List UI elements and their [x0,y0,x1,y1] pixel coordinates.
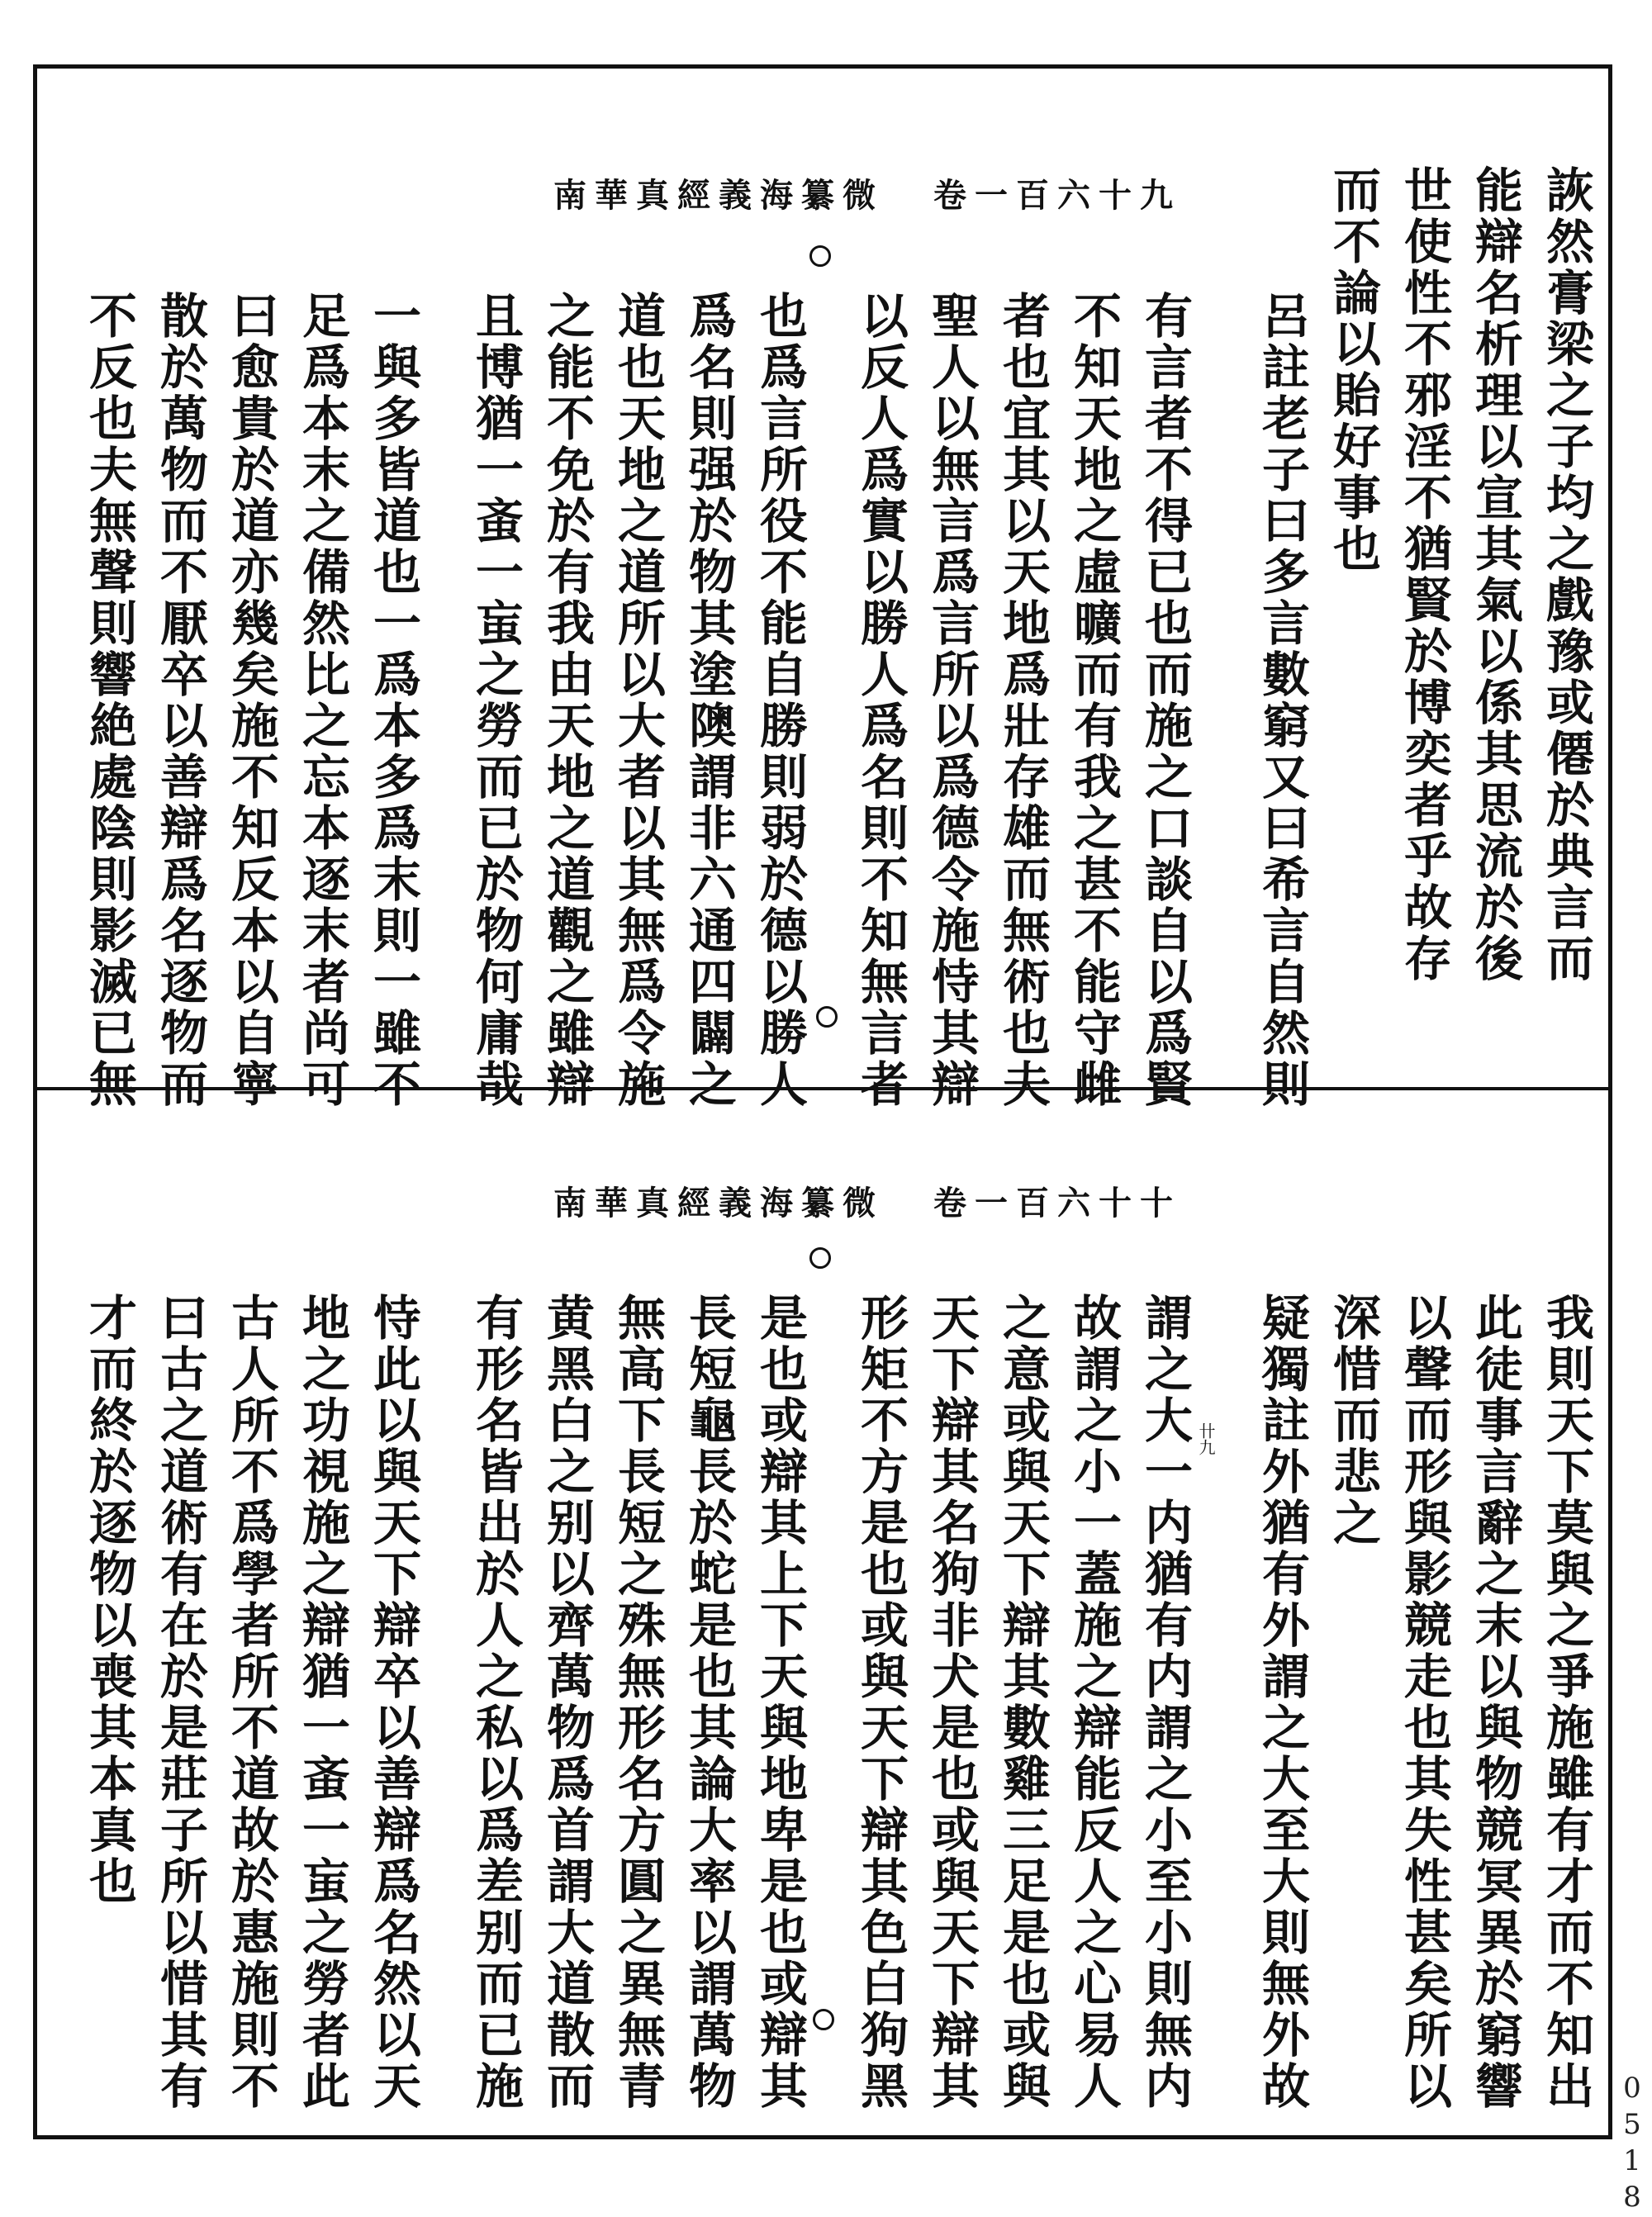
top-header-volume: 卷一百六十九 [933,176,1181,215]
bottom-column-4: 深惜而悲之 [1325,1293,1381,1549]
bottom-column-1: 我則天下莫與之爭施雖有才而不知出 [1538,1293,1594,2112]
bottom-paragraph-mark [813,2009,834,2030]
bottom-column-2: 此徒事言辭之末以與物競冥異於窮響 [1467,1293,1523,2112]
bottom-column-8: 之意或與天下辯其數雞三足是也或與 [995,1293,1051,2112]
top-column-1: 詼然膏梁之子均之戲豫或僊於典言而 [1538,165,1594,985]
folio-number: 0518 [1616,2072,1649,2217]
top-column-15: 且博猶一蚉一䖟之勞而已於物何庸哉 [468,291,524,1110]
top-column-13: 道也天地之道所以大者以其無爲令施 [610,291,666,1110]
top-column-11: 也爲言所役不能自勝則弱於德以勝人 [752,291,808,1110]
bottom-circle-mark [809,1247,831,1269]
bottom-header-volume: 卷一百六十十 [933,1184,1181,1222]
top-column-19: 散於萬物而不厭卒以善辯爲名逐物而 [152,291,208,1110]
bottom-column-9: 天下辯其名狗非犬是也或與天下辯其 [923,1293,980,2112]
bottom-column-13: 無高下長短之殊無形名方圓之異無青 [610,1293,666,2112]
bottom-column-3: 以聲而形與影競走也其失性甚矣所以 [1396,1293,1452,2112]
top-column-8: 者也宜其以天地爲壯存雄而無術也夫 [995,291,1051,1110]
top-column-6: 有言者不得已也而施之口談自以爲賢 [1137,291,1193,1110]
top-paragraph-mark [816,1006,838,1028]
top-column-2: 能辯名析理以宣其氣以係其思流於後 [1467,165,1523,985]
bottom-header-title: 南華真經義海纂微 [553,1184,884,1222]
top-column-18: 曰愈貴於道亦幾矣施不知反本以自寧 [223,291,279,1110]
top-header [496,169,1239,216]
top-column-10: 以反人爲實以勝人爲名則不知無言者 [852,291,909,1110]
top-column-7: 不知天地之虛曠而有我之甚不能守雌 [1066,291,1122,1110]
bottom-column-12: 長短龜長於蛇是也其論大率以謂萬物 [681,1293,737,2112]
top-circle-mark [809,245,831,267]
bottom-column-15: 有形名皆出於人之私以爲差别而已施 [468,1293,524,2112]
top-column-20: 不反也夫無聲則響絶處陰則影滅已無 [81,291,137,1110]
bottom-column-14: 黄黑白之别以齊萬物爲首謂大道散而 [539,1293,595,2112]
top-column-4: 而不論以貽好事也 [1325,165,1381,575]
bottom-header [496,1177,1239,1224]
bottom-column-19: 曰古之道術有在於是莊子所以惜其有 [152,1293,208,2112]
bottom-column-20: 才而終於逐物以喪其本真也 [81,1293,137,1907]
top-column-16: 一與多皆道也一爲本多爲末則一雖不 [365,291,421,1110]
top-column-9: 聖人以無言爲言所以爲德令施恃其辯 [923,291,980,1110]
bottom-column-7: 故謂之小一蓋施之辯能反人之心易人 [1066,1293,1122,2112]
top-column-5: 呂註老子曰多言數窮又曰希言自然則 [1254,291,1310,1110]
top-header-title: 南華真經義海纂微 [553,176,884,215]
top-column-12: 爲名則强於物其塗隩謂非六通四闢之 [681,291,737,1110]
top-column-3: 世使性不邪淫不猶賢於博奕者乎故存 [1396,165,1452,985]
top-column-14: 之能不免於有我由天地之道觀之雖辯 [539,291,595,1110]
bottom-column-17: 地之功視施之辯猶一蚉一䖟之勞者此 [294,1293,350,2112]
bottom-column-16: 恃此以與天下辯卒以善辯爲名然以天 [365,1293,421,2112]
bottom-column-5: 疑獨註外猶有外謂之大至大則無外故 [1254,1293,1310,2112]
bottom-column-6: 謂之大一内猶有内謂之小至小則無内 [1137,1293,1193,2112]
bottom-column-10: 形矩不方是也或與天下辯其色白狗黑 [852,1293,909,2112]
bottom-margin-note: 卄九 [1196,1422,1216,1455]
bottom-column-11: 是也或辯其上下天與地卑是也或辯其 [752,1293,808,2112]
top-column-17: 足爲本末之備然比之忘本逐末者尚可 [294,291,350,1110]
bottom-column-18: 古人所不爲學者所不道故於惠施則不 [223,1293,279,2112]
